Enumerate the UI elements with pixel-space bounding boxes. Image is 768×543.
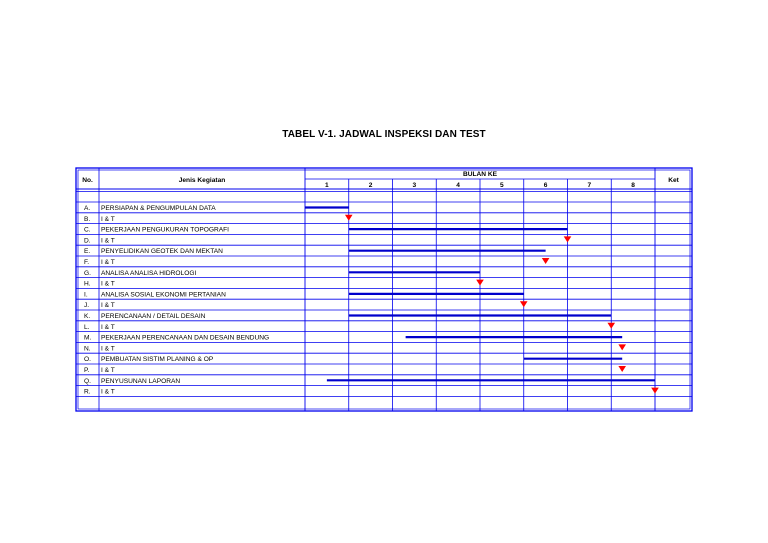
milestone-marker bbox=[345, 215, 353, 221]
row-number: R. bbox=[84, 388, 91, 396]
milestone-marker bbox=[520, 301, 528, 307]
gantt-bars bbox=[305, 208, 659, 394]
row-number: B. bbox=[84, 215, 91, 223]
row-number: Q. bbox=[84, 377, 91, 385]
row-number: M. bbox=[84, 334, 92, 342]
row-number: G. bbox=[84, 269, 91, 277]
row-number: C. bbox=[84, 226, 91, 234]
row-activity-label: I & T bbox=[101, 215, 115, 223]
header-activity: Jenis Kegiatan bbox=[178, 177, 226, 184]
row-activity-label: I & T bbox=[101, 388, 115, 396]
header-no: No. bbox=[82, 177, 93, 184]
row-activity-label: PENYUSUNAN LAPORAN bbox=[101, 377, 181, 385]
row-activity-label: I & T bbox=[101, 345, 115, 353]
milestone-marker bbox=[651, 388, 659, 394]
row-number: K. bbox=[84, 313, 91, 320]
row-number: O. bbox=[84, 356, 91, 364]
row-activity-label: PENYELIDIKAN GEOTEK DAN MEKTAN bbox=[101, 248, 223, 256]
row-activity-label: PERSIAPAN & PENGUMPULAN DATA bbox=[101, 205, 216, 212]
table-text bbox=[82, 171, 679, 396]
row-activity-label: I & T bbox=[101, 302, 115, 310]
header-month-1: 1 bbox=[325, 182, 329, 189]
row-activity-label: I & T bbox=[101, 323, 115, 331]
header-ket: Ket bbox=[668, 177, 679, 184]
milestone-marker bbox=[476, 280, 484, 286]
header-month-3: 3 bbox=[412, 182, 417, 189]
header-month-5: 5 bbox=[500, 182, 504, 189]
header-month-7: 7 bbox=[587, 182, 592, 189]
row-activity-label: I & T bbox=[101, 237, 115, 245]
header-months-group: BULAN KE bbox=[462, 171, 498, 178]
row-number: D. bbox=[84, 237, 91, 245]
page-title: TABEL V-1. JADWAL INSPEKSI DAN TEST bbox=[282, 129, 486, 140]
row-activity-label: PERENCANAAN / DETAIL DESAIN bbox=[101, 313, 206, 320]
row-activity-label: PEKERJAAN PENGUKURAN TOPOGRAFI bbox=[101, 226, 229, 234]
header-month-4: 4 bbox=[456, 182, 460, 189]
row-activity-label: I & T bbox=[101, 280, 115, 288]
row-number: E. bbox=[84, 248, 91, 256]
row-activity-label: PEKERJAAN PERENCANAAN DAN DESAIN BENDUNG bbox=[101, 334, 270, 342]
row-activity-label: PEMBUATAN SISTIM PLANING & OP bbox=[101, 356, 214, 364]
header-month-2: 2 bbox=[368, 182, 373, 189]
row-activity-label: I & T bbox=[101, 367, 115, 374]
milestone-marker bbox=[607, 323, 615, 329]
row-number: P. bbox=[84, 367, 90, 374]
milestone-marker bbox=[542, 258, 550, 264]
row-number: L. bbox=[84, 323, 90, 331]
milestone-marker bbox=[618, 344, 626, 350]
milestone-marker bbox=[618, 366, 626, 372]
milestone-marker bbox=[564, 236, 572, 242]
row-number: I. bbox=[84, 291, 88, 299]
header-month-8: 8 bbox=[631, 182, 635, 189]
row-number: H. bbox=[84, 280, 91, 288]
row-activity-label: ANALISA SOSIAL EKONOMI PERTANIAN bbox=[101, 291, 226, 299]
row-activity-label: ANALISA ANALISA HIDROLOGI bbox=[101, 269, 197, 277]
row-number: F. bbox=[84, 259, 90, 266]
row-activity-label: I & T bbox=[101, 259, 115, 266]
row-number: N. bbox=[84, 345, 91, 353]
row-number: J. bbox=[84, 302, 90, 310]
header-month-6: 6 bbox=[543, 182, 548, 189]
row-number: A. bbox=[84, 205, 91, 212]
